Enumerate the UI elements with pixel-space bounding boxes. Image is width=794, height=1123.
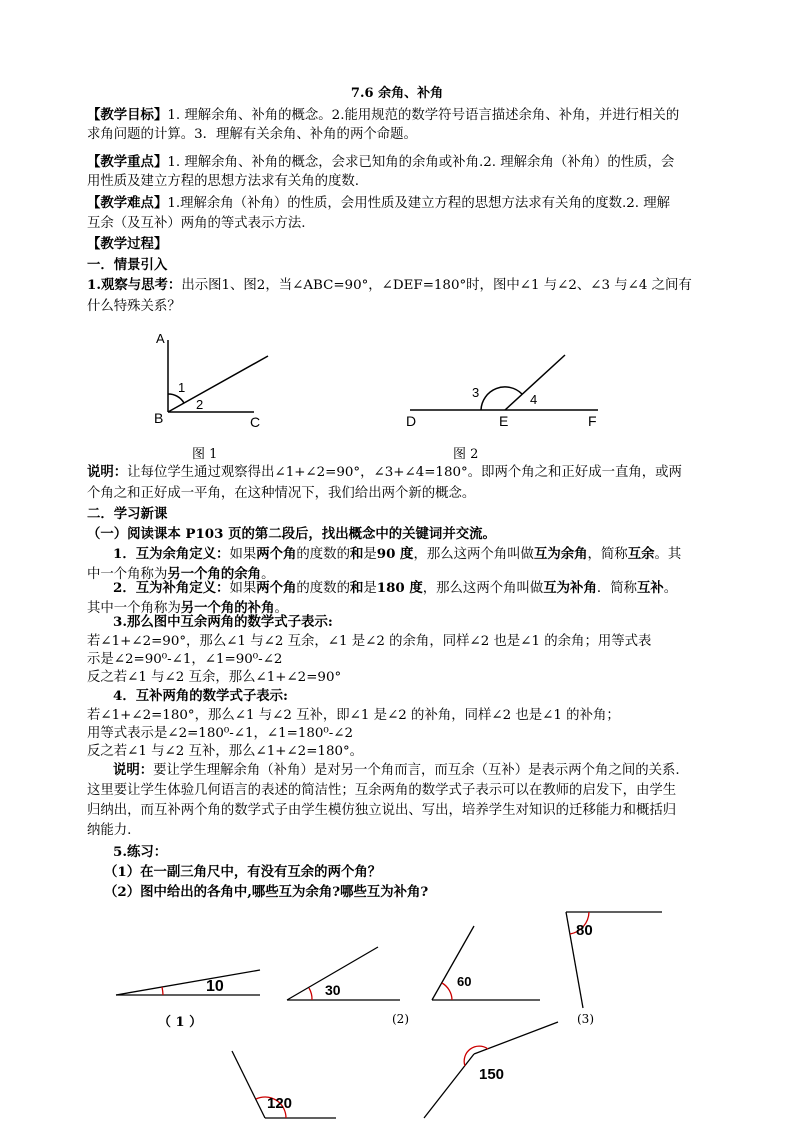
- teaching-goals-line2: 求角问题的计算。3．理解有关余角、补角的两个命题。: [87, 127, 417, 142]
- note2-line3: 归纳出，而互补两个角的数学式子由学生模仿独立说出、写出，培养学生对知识的迁移能力和概括归: [87, 803, 677, 818]
- label-B: B: [154, 410, 164, 426]
- supplement-definition-line1: 2．互为补角定义：如果两个角的度数的和是180 度，那么这两个角叫做互为补角．简称互补。: [113, 580, 678, 596]
- note2-line4: 纳能力.: [87, 823, 132, 838]
- angle-10-figure: [116, 970, 260, 995]
- supplement-formula-line1: 若∠1+∠2=180°，那么∠1 与∠2 互补，即∠1 是∠2 的补角，同样∠2 也是∠1 的补角；: [87, 708, 620, 723]
- complement-definition-line1: 1．互为余角定义：如果两个角的度数的和是90 度，那么这两个角叫做互为余角，简称互余。其: [113, 546, 682, 562]
- label-F: F: [588, 413, 597, 429]
- figure-2: [410, 355, 598, 410]
- supplement-formula-line2: 用等式表示是∠2=180⁰-∠1，∠1=180⁰-∠2: [87, 726, 354, 741]
- figure-1: [168, 340, 268, 412]
- supplement-formula-line3: 反之若∠1 与∠2 互补，那么∠1+∠2=180°。: [87, 744, 364, 759]
- angle-30-label: 30: [325, 982, 341, 998]
- label-A: A: [156, 331, 165, 346]
- label-D: D: [406, 413, 417, 429]
- angle-120-label: 120: [267, 1095, 293, 1112]
- practice-question-1: （1）在一副三角尺中，有没有互余的两个角？: [104, 864, 382, 880]
- label-C: C: [250, 414, 261, 430]
- complement-definition-line2: 中一个角称为另一个角的余角。: [87, 566, 275, 582]
- note2-line2: 这里要让学生体验几何语言的表述的简洁性；互余两角的数学式子表示可以在教师的启发下，由学生: [87, 783, 677, 798]
- complement-formula-line3: 反之若∠1 与∠2 互余，那么∠1+∠2=90°: [87, 670, 342, 685]
- note1-line1: 说明：让每位学生通过观察得出∠1+∠2=90°，∠3+∠4=180°。即两个角之和正好成一直角，或两: [87, 464, 682, 480]
- observe-line1: 1.观察与思考：出示图1、图2，当∠ABC=90°，∠DEF=180°时，图中∠1 与∠2、∠3 与∠4 之间有: [87, 277, 692, 293]
- figure-1-caption: 图 1: [192, 447, 218, 462]
- note2-line1: 说明：要让学生理解余角（补角）是对另一个角而言，而互余（互补）是表示两个角之间的关系.: [113, 762, 680, 778]
- angle-figure-caption-2: (2): [392, 1012, 409, 1026]
- angle-30-figure: [287, 947, 400, 1000]
- observe-line2: 什么特殊关系？: [87, 299, 181, 314]
- label-1: 1: [178, 380, 186, 395]
- label-3: 3: [472, 385, 480, 400]
- supplement-definition-line2: 其中一个角称为另一个角的补角。: [87, 600, 288, 616]
- supplement-formula-heading: 4．互补两角的数学式子表示:: [113, 688, 288, 704]
- angle-60-label: 60: [457, 974, 472, 989]
- practice-question-2: （2）图中给出的各角中,哪些互为余角?哪些互为补角?: [104, 884, 429, 900]
- teaching-difficulty-line1: 【教学难点】1.理解余角（补角）的性质，会用性质及建立方程的思想方法求有关角的度数.2. 理解: [87, 195, 671, 211]
- angle-10-label: 10: [206, 978, 224, 995]
- figure-2-caption: 图 2: [453, 447, 479, 462]
- teaching-process-label: 【教学过程】: [87, 236, 168, 252]
- note1-line2: 个角之和正好成一平角，在这种情况下，我们给出两个新的概念。: [87, 486, 476, 501]
- teaching-key-line2: 用性质及建立方程的思想方法求有关角的度数.: [87, 174, 360, 189]
- practice-heading: 5.练习：: [113, 844, 168, 860]
- reading-instruction: （一）阅读课本 P103 页的第二段后，找出概念中的关键词并交流。: [87, 526, 496, 542]
- label-4: 4: [530, 392, 538, 407]
- complement-formula-line2: 示是∠2=90⁰-∠1，∠1=90⁰-∠2: [87, 652, 283, 667]
- teaching-difficulty-line2: 互余（及互补）两角的等式表示方法.: [87, 216, 306, 231]
- label-2: 2: [196, 397, 204, 412]
- angle-150-label: 150: [479, 1066, 505, 1083]
- section-2-heading: 二．学习新课: [87, 506, 168, 522]
- angle-figure-caption-1: （ 1 ）: [158, 1015, 203, 1030]
- section-1-heading: 一．情景引入: [87, 257, 168, 273]
- angle-80-label: 80: [576, 922, 593, 939]
- teaching-goals-line1: 【教学目标】1. 理解余角、补角的概念。2.能用规范的数学符号语言描述余角、补角，并进行相关的: [87, 107, 680, 123]
- page-title: 7.6 余角、补角: [350, 86, 444, 101]
- angle-figure-caption-3: (3): [577, 1012, 594, 1026]
- angle-60-figure: [432, 926, 540, 1000]
- angle-1-arc: [168, 394, 184, 403]
- complement-formula-heading: 3.那么图中互余两角的数学式子表示:: [113, 614, 333, 630]
- teaching-key-line1: 【教学重点】1. 理解余角、补角的概念，会求已知角的余角或补角.2. 理解余角（补角）的性质，会: [87, 154, 675, 170]
- angle-3-arc: [481, 387, 522, 410]
- label-E: E: [499, 413, 509, 429]
- complement-formula-line1: 若∠1+∠2=90°，那么∠1 与∠2 互余，∠1 是∠2 的余角，同样∠2 也是∠1 的余角；用等式表: [87, 634, 652, 649]
